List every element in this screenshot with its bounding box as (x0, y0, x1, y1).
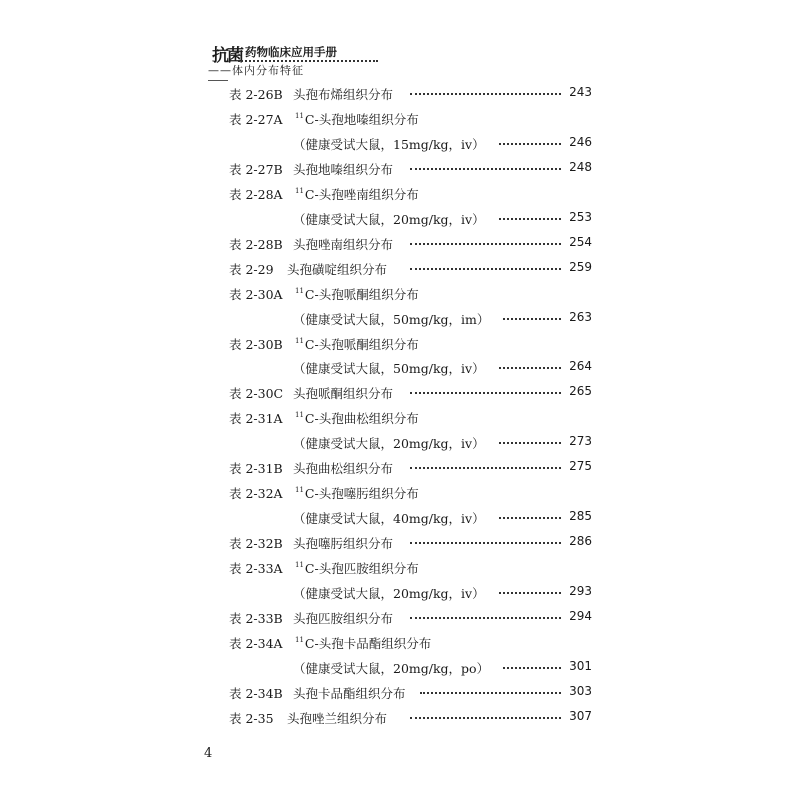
toc-entry-title-text: 头孢布烯组织分布 (293, 87, 394, 102)
toc-entry-title (295, 409, 419, 427)
page-number: 4 (204, 746, 213, 761)
toc-entry-title-text: C-头孢哌酮组织分布 (304, 286, 419, 302)
dot-leader (499, 143, 561, 145)
toc-entry-label: 表 2-27B (229, 161, 283, 177)
dot-leader (410, 93, 561, 95)
toc-entry-title-text: 头孢噻肟组织分布 (293, 536, 394, 552)
dot-leader (499, 367, 561, 369)
isotope-superscript: 11 (295, 561, 304, 570)
dot-leader (410, 717, 561, 719)
dot-leader (499, 592, 561, 594)
toc-entry-page: 303 (569, 683, 592, 698)
toc-entry-label: 表 2-31A (229, 411, 283, 427)
toc-entry-title (295, 484, 419, 502)
toc-entry (0, 659, 800, 684)
toc-entry-title-text: 头孢唑南组织分布 (293, 236, 394, 252)
toc-entry-page: 265 (569, 384, 592, 399)
toc-entry-label: 表 2-30B (229, 336, 283, 352)
dot-leader (410, 617, 561, 619)
toc-entry-title (287, 260, 387, 278)
toc-entry (0, 135, 800, 160)
toc-entry (0, 684, 800, 709)
toc-entry-title (293, 684, 406, 702)
toc-entry-label: 表 2-29 (229, 261, 274, 277)
toc-entry (0, 534, 800, 559)
toc-entry (0, 459, 800, 484)
toc-entry-label: 表 2-35 (229, 710, 274, 726)
toc-entry (0, 634, 800, 659)
toc-entry-title-text: 头孢匹胺组织分布 (293, 610, 394, 626)
toc-entry-page: 294 (569, 608, 592, 623)
toc-entry-title (293, 160, 393, 178)
toc-entry (0, 509, 800, 534)
toc-entry-label: 表 2-30C (229, 386, 284, 402)
toc-entry (0, 484, 800, 509)
toc-entry-page: 264 (569, 359, 592, 374)
toc-entry-title-text: 头孢地嗪组织分布 (293, 161, 394, 177)
isotope-superscript: 11 (295, 286, 304, 295)
dot-leader (499, 218, 561, 220)
isotope-superscript: 11 (295, 186, 304, 195)
toc-entry-title (293, 210, 485, 228)
toc-entry-label: 表 2-33A (229, 561, 283, 577)
toc-entry (0, 110, 800, 135)
toc-entry-title-text: （健康受试大鼠，40mg/kg，iv） (293, 511, 485, 527)
dot-leader (410, 392, 561, 394)
isotope-superscript: 11 (295, 336, 304, 345)
dot-leader (420, 692, 561, 694)
toc-entry-page: 275 (569, 459, 592, 474)
toc-entry-label: 表 2-28B (229, 236, 283, 252)
toc-entry (0, 559, 800, 584)
toc-entry-label: 表 2-30A (229, 286, 283, 302)
toc-entry (0, 285, 800, 310)
toc-entry (0, 709, 800, 734)
toc-entry (0, 235, 800, 260)
toc-entry-label: 表 2-28A (229, 186, 283, 202)
toc-entry-title-text: C-头孢地嗪组织分布 (304, 111, 419, 127)
toc-entry-title (295, 110, 419, 128)
toc-entry-page: 286 (569, 534, 592, 549)
toc-entry-title-text: C-头孢唑南组织分布 (304, 186, 419, 202)
toc-entry (0, 359, 800, 384)
toc-entry (0, 409, 800, 434)
isotope-superscript: 11 (295, 635, 304, 644)
dot-leader (499, 517, 561, 519)
toc-entry-title (293, 235, 393, 253)
toc-entry-title (287, 709, 387, 727)
toc-entry-title-text: 头孢哌酮组织分布 (293, 386, 394, 402)
toc-entry-page: 273 (569, 434, 592, 449)
toc-entry-title (293, 659, 489, 677)
toc-entry-title (295, 634, 431, 652)
toc-entry-page: 248 (569, 159, 592, 174)
toc-entry-title-text: （健康受试大鼠，20mg/kg，po） (293, 660, 490, 676)
toc-entry-page: 293 (569, 584, 592, 598)
isotope-superscript: 11 (295, 411, 304, 420)
toc-entry-label: 表 2-26B (229, 87, 283, 102)
toc-entry-page: 254 (569, 234, 592, 249)
toc-entry-title-text: C-头孢噻肟组织分布 (304, 486, 419, 502)
toc-entry-title-text: （健康受试大鼠，50mg/kg，iv） (293, 361, 485, 377)
toc-entry-title-text: （健康受试大鼠，20mg/kg，iv） (293, 586, 485, 601)
toc-entry-label: 表 2-32A (229, 486, 283, 502)
dot-leader (499, 442, 561, 444)
toc-entry-label: 表 2-33B (229, 610, 283, 626)
toc-entry-page: 263 (569, 309, 592, 324)
toc-entry-title (293, 310, 489, 328)
toc-entry-title-text: C-头孢哌酮组织分布 (304, 336, 419, 352)
toc-entry-label: 表 2-34A (229, 635, 283, 651)
toc-entry-page: 307 (569, 708, 592, 723)
toc-entry-title (293, 434, 485, 452)
toc-entry-label: 表 2-31B (229, 461, 283, 477)
toc-entry-title-text: （健康受试大鼠，50mg/kg，im） (293, 311, 490, 327)
toc-entry-title-text: 头孢唑兰组织分布 (287, 710, 388, 726)
toc-entry-title (293, 534, 393, 552)
toc-entry (0, 260, 800, 285)
isotope-superscript: 11 (295, 111, 304, 120)
toc-entry-title-text: （健康受试大鼠，20mg/kg，iv） (293, 436, 485, 452)
toc-entry (0, 185, 800, 210)
toc-entry-title (293, 359, 485, 377)
toc-entry-title-text: 头孢曲松组织分布 (293, 461, 394, 477)
toc-entry-title (293, 584, 485, 602)
book-subtitle: ——体内分布特征 (208, 64, 304, 77)
toc-entry-label: 表 2-32B (229, 536, 283, 552)
dot-leader (410, 467, 561, 469)
toc-entry-title (295, 285, 419, 303)
toc-entry-label: 表 2-34B (229, 685, 283, 701)
dot-leader (410, 168, 561, 170)
toc-entry-title (293, 384, 393, 402)
toc-entry-title-text: （健康受试大鼠，20mg/kg，iv） (293, 211, 485, 227)
toc-entry-title (295, 559, 419, 577)
toc-entry-title-text: 头孢卡品酯组织分布 (293, 685, 406, 701)
toc-entry (0, 609, 800, 634)
toc-entry-title (295, 185, 419, 203)
toc-entry-title-text: （健康受试大鼠，15mg/kg，iv） (293, 136, 485, 152)
dot-leader (503, 667, 561, 669)
toc-entry-title-text: C-头孢匹胺组织分布 (304, 561, 419, 577)
toc-entry-label: 表 2-27A (229, 111, 283, 127)
toc-entry (0, 335, 800, 360)
toc-entry-page: 285 (569, 509, 592, 524)
toc-entry-title (295, 335, 419, 353)
toc-entry-title-text: C-头孢卡品酯组织分布 (304, 635, 432, 651)
toc-entry-page: 253 (569, 209, 592, 224)
toc-entry-page: 246 (569, 134, 592, 149)
dot-leader (410, 243, 561, 245)
toc-entry (0, 210, 800, 235)
toc-entry-title (293, 459, 393, 477)
toc-entry (0, 584, 800, 609)
dot-leader (410, 542, 561, 544)
toc-entry-title-text: C-头孢曲松组织分布 (304, 411, 419, 427)
toc-entry-title (293, 85, 393, 103)
toc-entry-title (293, 509, 485, 527)
toc-entry (0, 85, 800, 110)
toc-entry (0, 434, 800, 459)
series-title: 药物临床应用手册 (245, 45, 337, 59)
isotope-superscript: 11 (295, 486, 304, 495)
toc-entry-page: 259 (569, 259, 592, 274)
toc-entry-title (293, 135, 485, 153)
toc-entry (0, 160, 800, 185)
dot-leader (410, 268, 561, 270)
toc-entry-page: 243 (569, 85, 592, 99)
toc-entry-page: 301 (569, 658, 592, 673)
dot-leader (503, 318, 561, 320)
book-logo: 抗菌 (212, 46, 242, 66)
toc-entry-title (293, 609, 393, 627)
toc-entry (0, 384, 800, 409)
toc-entry-title-text: 头孢磺啶组织分布 (287, 261, 388, 277)
toc-entry (0, 310, 800, 335)
